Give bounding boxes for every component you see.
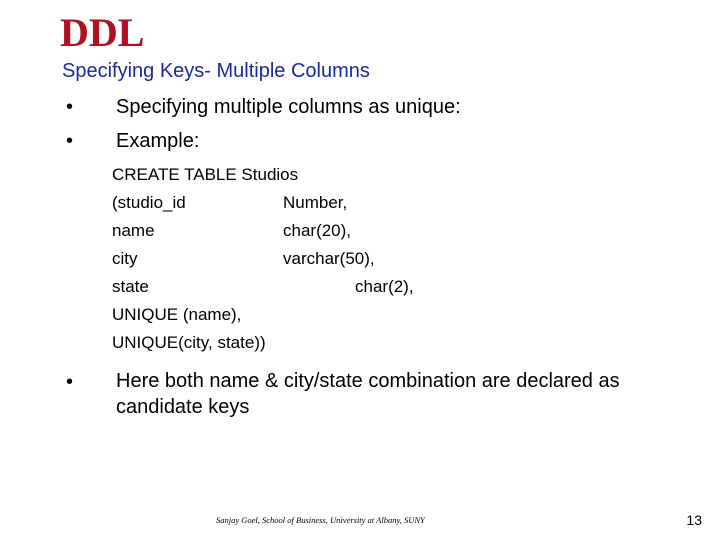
bullet-item: Specifying multiple columns as unique: bbox=[116, 96, 461, 118]
column-type: char(20), bbox=[283, 221, 352, 240]
page-number: 13 bbox=[686, 512, 702, 528]
code-text: UNIQUE(city, state)) bbox=[112, 333, 266, 352]
bullet-marker: • bbox=[66, 371, 74, 393]
code-line bbox=[112, 217, 472, 245]
slide-title: DDL bbox=[60, 10, 145, 55]
bullet-marker: • bbox=[66, 96, 74, 118]
column-name: name bbox=[112, 221, 155, 240]
column-type: varchar(50), bbox=[283, 249, 375, 268]
column-name: state bbox=[112, 277, 149, 296]
column-type: Number, bbox=[283, 193, 348, 212]
slide-subtitle: Specifying Keys- Multiple Columns bbox=[62, 60, 370, 82]
code-line bbox=[112, 245, 472, 273]
code-text: CREATE TABLE Studios bbox=[112, 165, 299, 184]
sql-code-block bbox=[112, 161, 472, 357]
code-line bbox=[112, 161, 472, 189]
column-name: (studio_id bbox=[112, 193, 186, 212]
bullet-item-conclusion: Here both name & city/state combination are declared as candidate keys bbox=[116, 370, 620, 418]
column-name: city bbox=[112, 249, 138, 268]
column-type: char(2), bbox=[355, 277, 414, 296]
bullet-marker: • bbox=[66, 130, 74, 152]
code-text: UNIQUE (name), bbox=[112, 305, 242, 324]
code-line bbox=[112, 273, 472, 301]
code-line bbox=[112, 329, 472, 357]
slide-footer: Sanjay Goel, School of Business, University at Albany, SUNY bbox=[216, 515, 425, 525]
code-line bbox=[112, 189, 472, 217]
bullet-item-example: Example: bbox=[116, 130, 200, 152]
code-line bbox=[112, 301, 472, 329]
